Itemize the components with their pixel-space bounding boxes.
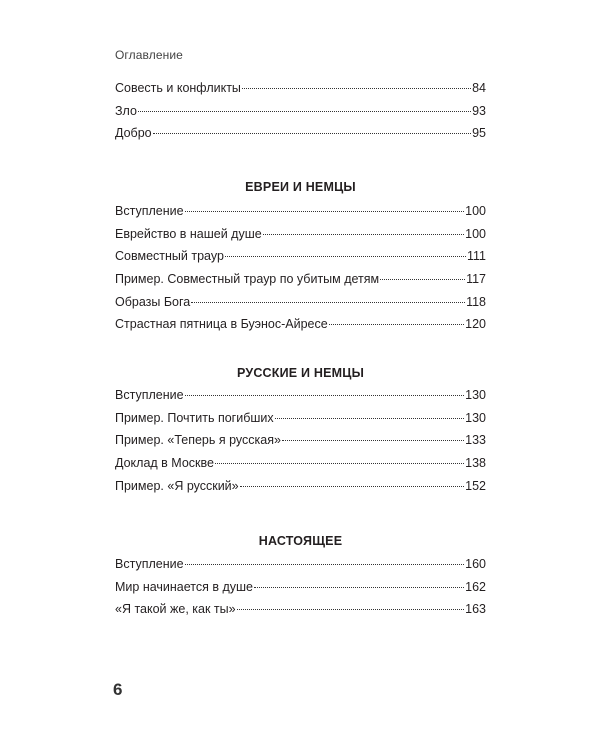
toc-entry[interactable] — [115, 384, 486, 407]
toc-entry[interactable] — [115, 268, 486, 291]
toc-section-block — [115, 200, 486, 336]
dot-leader — [185, 395, 465, 396]
toc-entry-title: Мир начинается в душе — [115, 579, 254, 594]
toc-entry[interactable] — [115, 452, 486, 475]
toc-entry-page: 152 — [465, 478, 486, 493]
toc-entry[interactable] — [115, 576, 486, 599]
toc-entry-title: Пример. «Теперь я русская» — [115, 433, 281, 448]
toc-entry[interactable] — [115, 553, 486, 576]
section-heading: ЕВРЕИ И НЕМЦЫ — [245, 180, 356, 194]
toc-entry[interactable] — [115, 429, 486, 452]
toc-entry-page: 118 — [466, 294, 486, 309]
toc-entry[interactable] — [115, 291, 486, 314]
toc-entry-page: 162 — [465, 579, 486, 594]
section-heading: НАСТОЯЩЕЕ — [258, 534, 343, 548]
toc-entry[interactable] — [115, 245, 486, 268]
toc-entry-title: Совесть и конфликты — [115, 81, 241, 95]
toc-entry-title: Вступление — [115, 388, 184, 402]
dot-leader — [185, 564, 465, 565]
toc-entry-title: Образы Бога — [115, 294, 191, 309]
toc-entry-page: 95 — [472, 126, 486, 141]
toc-entry-title: Вступление — [115, 557, 184, 571]
toc-entry-page: 111 — [466, 249, 486, 264]
toc-entry-title: Вступление — [115, 204, 184, 218]
toc-entry-page: 163 — [465, 602, 486, 617]
dot-leader — [242, 88, 471, 89]
toc-entry[interactable] — [115, 598, 486, 621]
toc-entry-page: 133 — [465, 433, 486, 448]
toc-entry-title: Пример. «Я русский» — [115, 478, 239, 493]
toc-entry-page: 160 — [465, 557, 486, 571]
toc-entry[interactable] — [115, 475, 486, 498]
toc-entry[interactable] — [115, 77, 486, 100]
toc-entry-title: Зло — [115, 103, 137, 118]
toc-entry-title: Доклад в Москве — [115, 456, 214, 471]
toc-entry-page: 100 — [465, 204, 486, 218]
dot-leader — [263, 234, 464, 235]
dot-leader — [237, 609, 465, 610]
toc-entry-title: «Я такой же, как ты» — [115, 602, 236, 617]
toc-entry-page: 84 — [472, 81, 486, 95]
toc-entry-title: Пример. Почтить погибших — [115, 410, 274, 425]
toc-entry-title: Еврейство в нашей душе — [115, 226, 262, 241]
toc-entry[interactable] — [115, 407, 486, 430]
dot-leader — [185, 211, 465, 212]
dot-leader — [153, 133, 471, 134]
dot-leader — [380, 279, 465, 280]
dot-leader — [275, 418, 465, 419]
toc-entry-title: Совместный траур — [115, 249, 224, 264]
dot-leader — [191, 302, 465, 303]
toc-entry[interactable] — [115, 122, 486, 145]
dot-leader — [225, 256, 466, 257]
toc-top-block — [115, 77, 486, 145]
toc-entry-title: Страстная пятница в Буэнос-Айресе — [115, 317, 328, 332]
toc-entry[interactable] — [115, 223, 486, 246]
dot-leader — [138, 111, 471, 112]
toc-section-block — [115, 384, 486, 497]
toc-entry-page: 100 — [465, 226, 486, 241]
toc-entry[interactable] — [115, 100, 486, 123]
dot-leader — [254, 587, 464, 588]
running-head: Оглавление — [115, 48, 183, 62]
toc-entry-page: 93 — [472, 103, 486, 118]
toc-entry[interactable] — [115, 200, 486, 223]
toc-entry-page: 130 — [465, 388, 486, 402]
toc-entry-page: 130 — [465, 410, 486, 425]
page-number: 6 — [113, 680, 123, 699]
dot-leader — [282, 440, 464, 441]
toc-section-block — [115, 553, 486, 621]
toc-entry-title: Пример. Совместный траур по убитым детям — [115, 272, 380, 287]
toc-entry-page: 120 — [465, 317, 486, 332]
toc-entry[interactable] — [115, 313, 486, 336]
toc-entry-page: 117 — [466, 272, 486, 287]
section-heading: РУССКИЕ И НЕМЦЫ — [236, 366, 365, 380]
toc-entry-page: 138 — [465, 456, 486, 471]
dot-leader — [240, 486, 465, 487]
dot-leader — [329, 324, 464, 325]
dot-leader — [215, 463, 464, 464]
toc-entry-title: Добро — [115, 126, 152, 141]
